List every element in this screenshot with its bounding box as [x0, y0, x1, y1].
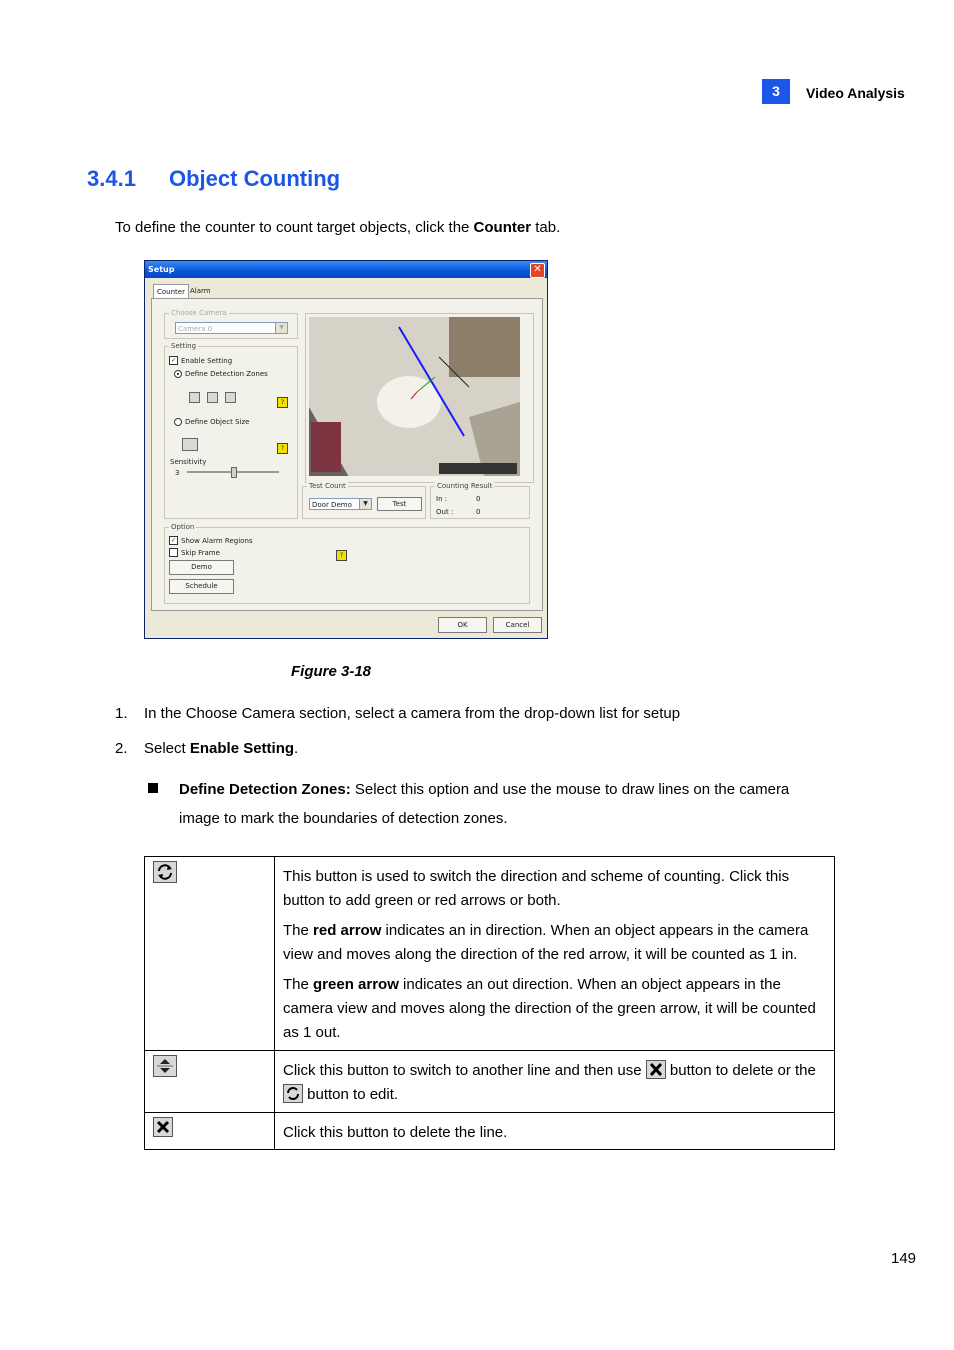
- object-size-icon[interactable]: [182, 438, 198, 451]
- step-1: [115, 705, 680, 722]
- in-label: In :: [436, 495, 448, 503]
- figure-caption: Figure 3-18: [291, 663, 372, 680]
- step-number: 1.: [115, 705, 128, 722]
- checkbox-box: ✓: [170, 537, 177, 544]
- text: indicates an in direction. When an object appears in the camera view and moves along the direction of the red arrow, it will be counted as 1 in.: [283, 922, 809, 963]
- refresh-icon: [283, 1084, 303, 1103]
- help-icon[interactable]: ?: [277, 397, 288, 408]
- chapter-title: Video Analysis: [806, 85, 905, 101]
- radio-dot: [174, 418, 182, 426]
- test-count-group: [302, 482, 426, 519]
- intro-paragraph: [115, 219, 560, 236]
- section-number: 3.4.1: [87, 166, 136, 191]
- setup-window-figure: [144, 260, 548, 639]
- description-cell: [275, 1113, 835, 1150]
- demo-button[interactable]: Demo: [169, 560, 234, 575]
- schedule-button[interactable]: Schedule: [169, 579, 234, 594]
- video-group: [305, 313, 534, 483]
- choose-camera-label: Choose Camera: [171, 309, 227, 317]
- text: Click this button to delete the line.: [283, 1124, 508, 1141]
- icon-cell: [145, 1051, 275, 1113]
- out-value: 0: [476, 508, 481, 516]
- counting-result-group: [430, 482, 530, 519]
- setting-label: Setting: [171, 342, 197, 350]
- test-count-label: Test Count: [309, 482, 346, 490]
- bullet-line-2: image to mark the boundaries of detection zones.: [179, 810, 508, 827]
- help-icon[interactable]: ?: [336, 550, 347, 561]
- red-arrow-term: red arrow: [313, 922, 382, 939]
- define-zones-label: Define Detection Zones: [185, 370, 268, 378]
- chevron-down-icon: ▼: [275, 323, 287, 333]
- step-text-end: .: [294, 740, 299, 757]
- enable-setting-checkbox[interactable]: [169, 356, 232, 365]
- camera-view[interactable]: [309, 317, 520, 476]
- intro-bold: Counter: [473, 219, 532, 236]
- choose-camera-group: [164, 309, 298, 339]
- table-row: [145, 1113, 835, 1150]
- skip-frame-checkbox[interactable]: [169, 548, 220, 557]
- setting-group: [164, 342, 298, 519]
- green-arrow-term: green arrow: [313, 976, 399, 993]
- up-down-icon[interactable]: [225, 392, 236, 403]
- refresh-icon: [153, 861, 177, 883]
- test-button[interactable]: Test: [377, 497, 422, 511]
- radio-dot: [174, 370, 182, 378]
- tab-counter[interactable]: Counter: [153, 284, 189, 299]
- icon-cell: [145, 857, 275, 1051]
- bullet-line-1: [179, 775, 838, 804]
- icon-cell: [145, 1113, 275, 1150]
- checkbox-box: [169, 548, 178, 557]
- step-2: [115, 740, 298, 757]
- row1-para3: [283, 973, 827, 1045]
- ok-button[interactable]: OK: [438, 617, 487, 633]
- option-group: [164, 523, 530, 604]
- counting-result-label: Counting Result: [437, 482, 493, 490]
- option-label: Option: [171, 523, 195, 531]
- in-value: 0: [476, 495, 481, 503]
- delete-line-icon[interactable]: [207, 392, 218, 403]
- description-cell: [275, 857, 835, 1051]
- define-zones-radio[interactable]: [174, 370, 268, 378]
- page-number: 149: [891, 1250, 917, 1267]
- row1-para1: This button is used to switch the direction and scheme of counting. Click this button to add green or red arrows or both.: [283, 868, 790, 909]
- bullet-text: Select this option and use the mouse to draw lines on the camera: [350, 781, 790, 798]
- step-number: 2.: [115, 740, 128, 757]
- sensitivity-value: 3: [175, 469, 180, 477]
- text: button to edit.: [303, 1086, 399, 1103]
- show-alarm-label: Show Alarm Regions: [181, 536, 253, 545]
- text: The: [283, 922, 314, 939]
- section-heading: [87, 166, 340, 192]
- refresh-icon[interactable]: [189, 392, 200, 403]
- camera-select[interactable]: [175, 322, 288, 334]
- table-row: [145, 857, 835, 1051]
- section-title: Object Counting: [169, 166, 341, 191]
- step-text: Select: [144, 740, 190, 757]
- bullet-bold: Define Detection Zones:: [179, 781, 351, 798]
- show-alarm-checkbox[interactable]: [169, 536, 253, 545]
- enable-setting-label: Enable Setting: [181, 356, 233, 365]
- test-video-select[interactable]: [309, 498, 372, 510]
- out-label: Out :: [436, 508, 454, 516]
- step-bold: Enable Setting: [189, 740, 295, 757]
- checkbox-box: ✓: [170, 357, 177, 364]
- text: The: [283, 976, 314, 993]
- test-video-value: Door Demo: [312, 501, 352, 509]
- help-icon[interactable]: ?: [277, 443, 288, 454]
- text: button to delete or the: [665, 1062, 816, 1079]
- close-icon[interactable]: ✕: [530, 263, 545, 278]
- row1-para2: [283, 919, 827, 967]
- sensitivity-label: Sensitivity: [170, 458, 207, 466]
- intro-text: To define the counter to count target objects, click the: [115, 219, 474, 236]
- text: indicates an out direction. When an object appears in the camera view and moves along the direction of the green arrow, it will be counted as 1 out.: [283, 976, 816, 1041]
- window-titlebar: [145, 261, 547, 278]
- counter-panel: [151, 298, 543, 611]
- window-title: Setup: [148, 265, 175, 274]
- description-cell: [275, 1051, 835, 1113]
- button-description-table: [144, 856, 835, 1150]
- skip-frame-label: Skip Frame: [181, 548, 220, 557]
- up-down-icon: [153, 1055, 177, 1077]
- bullet-define-zones: [148, 775, 838, 833]
- define-size-label: Define Object Size: [185, 418, 250, 426]
- text: Click this button to switch to another line and then use: [283, 1062, 646, 1079]
- chevron-down-icon: ▼: [359, 499, 371, 509]
- slider-thumb[interactable]: [231, 467, 237, 478]
- define-size-radio[interactable]: [174, 418, 249, 426]
- camera-select-value: Camera 0: [178, 325, 213, 333]
- step-text: In the Choose Camera section, select a camera from the drop-down list for setup: [144, 705, 681, 722]
- chapter-badge: 3: [762, 79, 790, 104]
- tab-alarm[interactable]: Alarm: [190, 287, 211, 295]
- table-row: [145, 1051, 835, 1113]
- delete-line-icon: [153, 1117, 173, 1137]
- bullet-square-icon: [148, 783, 158, 793]
- delete-line-icon: [646, 1060, 666, 1079]
- intro-text-end: tab.: [531, 219, 561, 236]
- cancel-button[interactable]: Cancel: [493, 617, 542, 633]
